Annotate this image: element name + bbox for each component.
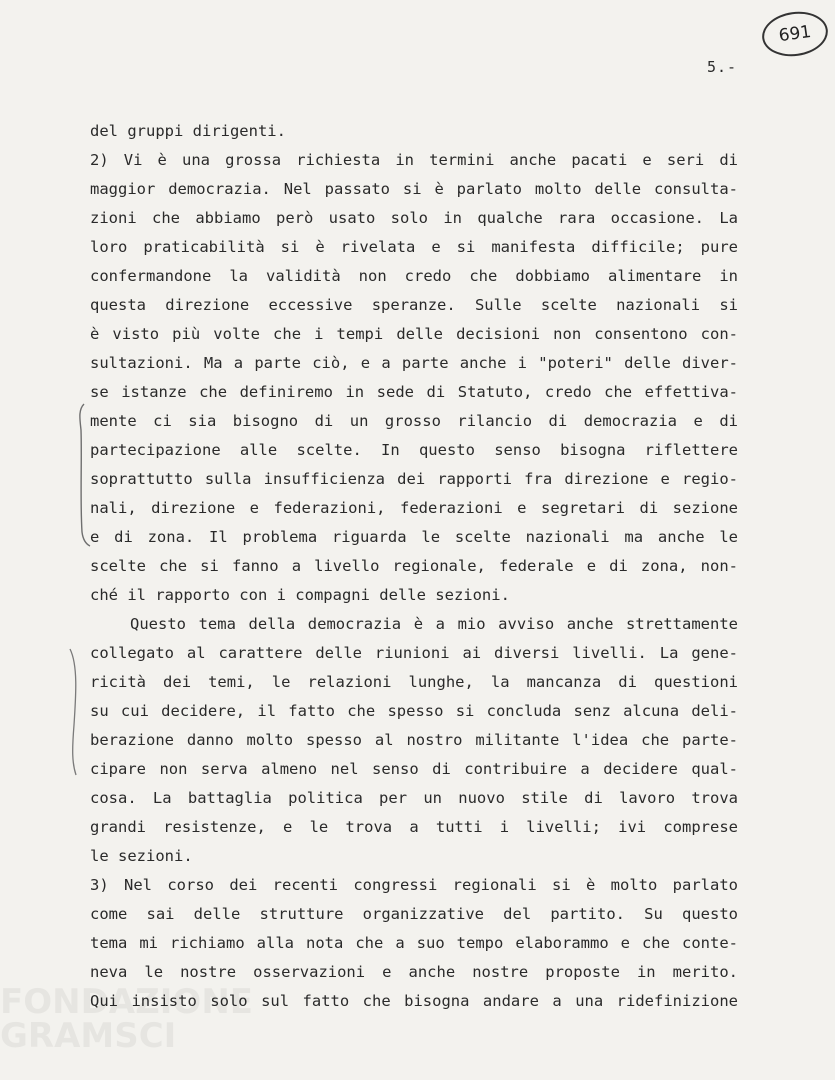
text-line: ricità dei temi, le relazioni lunghe, la mancanza di questioni	[90, 673, 738, 691]
text-line: Questo tema della democrazia è a mio avviso anche strettamente	[130, 615, 738, 633]
page-number: 5.-	[707, 58, 738, 76]
text-line: scelte che si fanno a livello regionale, federale e di zona, non-	[90, 557, 738, 575]
text-line: 3) Nel corso dei recenti congressi regionali si è molto parlato	[90, 876, 738, 894]
text-line: se istanze che definiremo in sede di Statuto, credo che effettiva-	[90, 383, 738, 401]
text-line: ché il rapporto con i compagni delle sezioni.	[90, 586, 510, 604]
watermark-line: GRAMSCI	[0, 1016, 177, 1056]
text-line: è visto più volte che i tempi delle decisioni non consentono con-	[90, 325, 738, 343]
text-line: cosa. La battaglia politica per un nuovo stile di lavoro trova	[90, 789, 738, 807]
text-line: mente ci sia bisogno di un grosso rilancio di democrazia e di	[90, 412, 738, 430]
text-line: tema mi richiamo alla nota che a suo tempo elaborammo e che conte-	[90, 934, 738, 952]
text-line: nali, direzione e federazioni, federazioni e segretari di sezione	[90, 499, 738, 517]
text-line: berazione danno molto spesso al nostro militante l'idea che parte-	[90, 731, 738, 749]
text-line: Qui insisto solo sul fatto che bisogna andare a una ridefinizione	[90, 992, 738, 1010]
text-line: soprattutto sulla insufficienza dei rapporti fra direzione e regio-	[90, 470, 738, 488]
watermark-line: FONDAZIONE	[0, 982, 254, 1022]
text-line: collegato al carattere delle riunioni ai diversi livelli. La gene-	[90, 644, 738, 662]
text-line: e di zona. Il problema riguarda le scelte nazionali ma anche le	[90, 528, 738, 546]
text-line: maggior democrazia. Nel passato si è parlato molto delle consulta-	[90, 180, 738, 198]
text-line: del gruppi dirigenti.	[90, 122, 286, 140]
text-line: grandi resistenze, e le trova a tutti i livelli; ivi comprese	[90, 818, 738, 836]
archive-number: 691	[777, 21, 813, 47]
archive-watermark	[0, 982, 254, 1056]
text-line: come sai delle strutture organizzative del partito. Su questo	[90, 905, 738, 923]
text-line: confermandone la validità non credo che dobbiamo alimentare in	[90, 267, 738, 285]
text-line: su cui decidere, il fatto che spesso si concluda senz alcuna deli-	[90, 702, 738, 720]
margin-bracket-mark	[60, 645, 84, 780]
text-line: partecipazione alle scelte. In questo senso bisogna riflettere	[90, 441, 738, 459]
text-line: questa direzione eccessive speranze. Sulle scelte nazionali si	[90, 296, 738, 314]
text-line: 2) Vi è una grossa richiesta in termini anche pacati e seri di	[90, 151, 738, 169]
text-line: zioni che abbiamo però usato solo in qualche rara occasione. La	[90, 209, 738, 227]
text-line: le sezioni.	[90, 847, 193, 865]
margin-bracket-mark	[70, 400, 94, 550]
text-line: sultazioni. Ma a parte ciò, e a parte anche i "poteri" delle diver-	[90, 354, 738, 372]
archive-number-stamp	[759, 8, 830, 61]
text-line: cipare non serva almeno nel senso di contribuire a decidere qual-	[90, 760, 738, 778]
text-line: loro praticabilità si è rivelata e si manifesta difficile; pure	[90, 238, 738, 256]
text-line: neva le nostre osservazioni e anche nostre proposte in merito.	[90, 963, 738, 981]
